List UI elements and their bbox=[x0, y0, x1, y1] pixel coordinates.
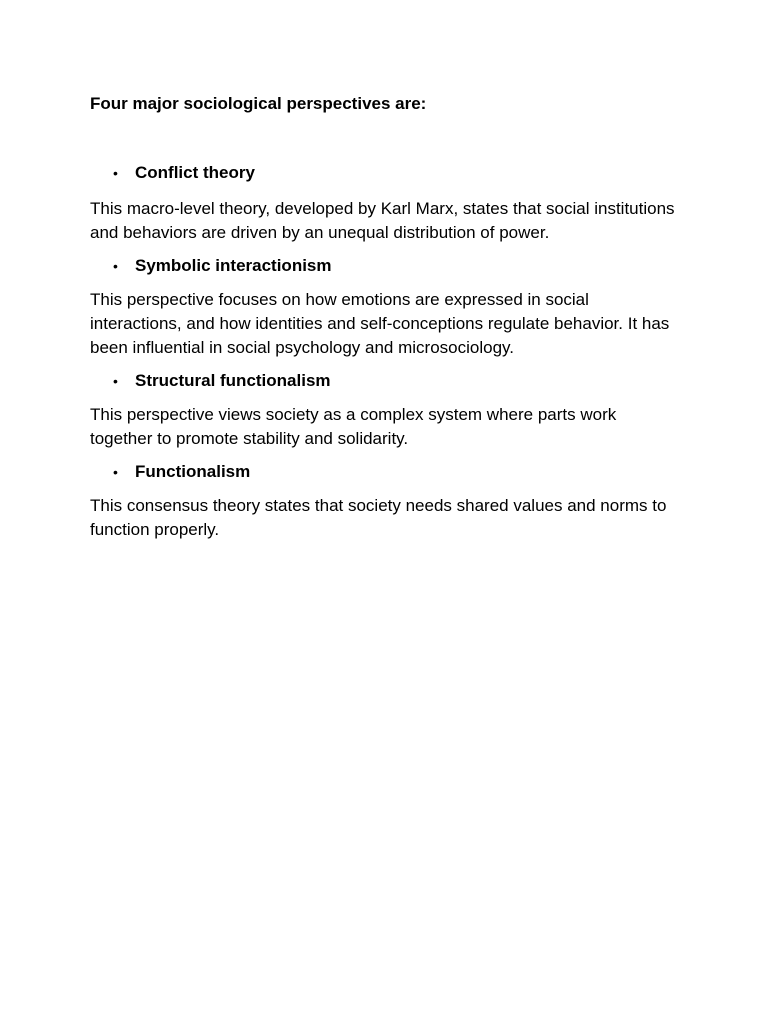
section-functionalism bbox=[90, 461, 678, 542]
bullet-icon: • bbox=[113, 165, 118, 181]
section-body: This perspective focuses on how emotions are expressed in social interactions, and how identities and self-conceptions regulate behavior. It has been influential in social psychology and microsociology. bbox=[90, 290, 670, 357]
section-structural-functionalism bbox=[90, 370, 678, 451]
section-body: This perspective views society as a complex system where parts work together to promote stability and solidarity. bbox=[90, 405, 617, 448]
section-title: Conflict theory bbox=[135, 163, 255, 182]
bullet-item bbox=[90, 461, 678, 483]
bullet-icon: • bbox=[113, 373, 118, 389]
bullet-item bbox=[90, 370, 678, 392]
section-title: Symbolic interactionism bbox=[135, 256, 332, 275]
bullet-icon: • bbox=[113, 258, 118, 274]
section-symbolic-interactionism bbox=[90, 255, 678, 360]
section-body: This macro-level theory, developed by Karl Marx, states that social institutions and behaviors are driven by an unequal distribution of power. bbox=[90, 199, 675, 242]
bullet-item bbox=[90, 162, 678, 184]
section-body: This consensus theory states that society needs shared values and norms to function properly. bbox=[90, 496, 667, 539]
bullet-icon: • bbox=[113, 464, 118, 480]
section-title: Structural functionalism bbox=[135, 371, 331, 390]
section-title: Functionalism bbox=[135, 462, 251, 481]
section-conflict-theory bbox=[90, 162, 678, 245]
document-heading: Four major sociological perspectives are: bbox=[90, 94, 427, 113]
bullet-item bbox=[90, 255, 678, 277]
